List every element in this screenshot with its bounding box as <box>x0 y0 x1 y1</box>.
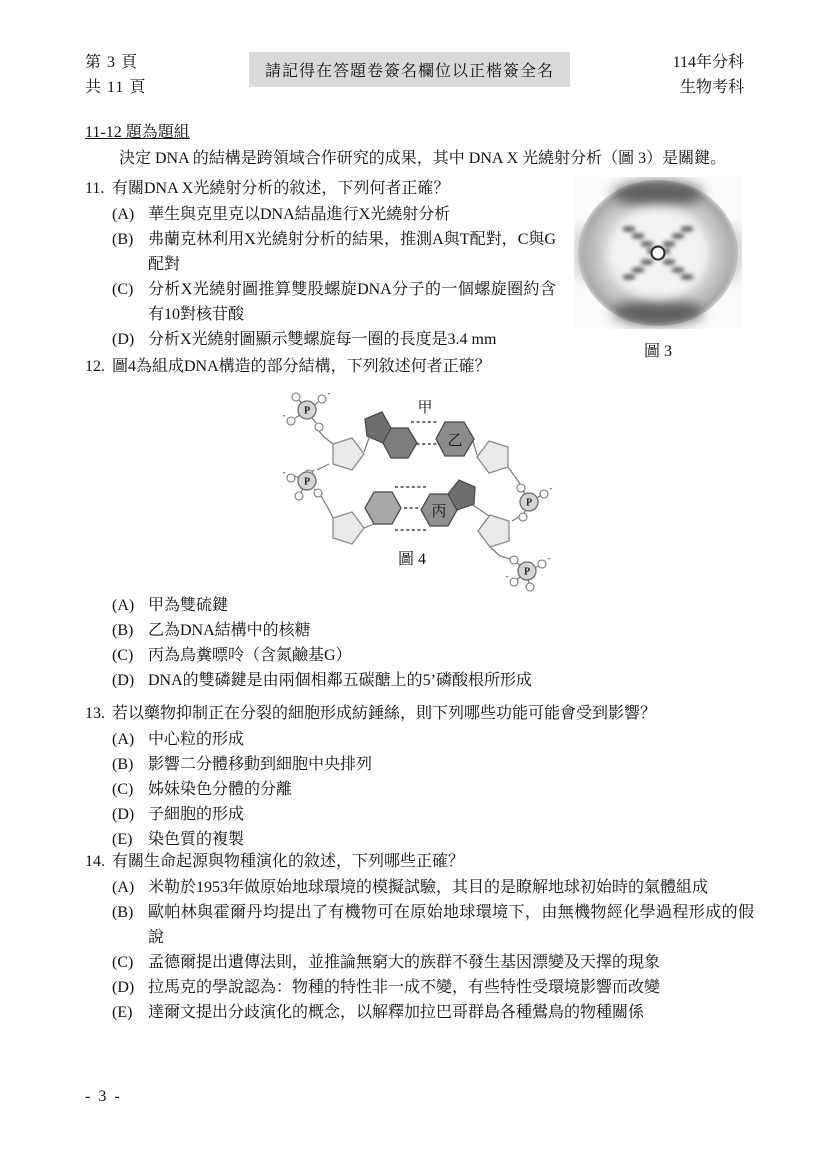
minus-charge: - <box>549 483 553 493</box>
question-11 <box>85 176 585 352</box>
question-11-number: 11. <box>85 180 105 197</box>
exam-title-block <box>673 50 744 100</box>
option-text: 子細胞的形成 <box>148 806 245 823</box>
figure-3-caption: 圖 3 <box>643 343 672 360</box>
option-label: (A) <box>112 879 135 896</box>
question-12-option-d <box>112 668 532 693</box>
figure-4-caption: 圖 4 <box>397 551 426 568</box>
exam-year: 114年分科 <box>672 54 744 71</box>
option-label: (B) <box>112 756 134 773</box>
option-text: 乙為DNA結構中的核糖 <box>148 622 311 639</box>
question-13-option-d <box>112 802 745 827</box>
option-label: (A) <box>112 206 135 223</box>
option-label: (C) <box>112 281 134 298</box>
question-13 <box>85 701 745 852</box>
option-label: (D) <box>112 806 135 823</box>
sugar-bottom-right <box>478 515 509 547</box>
option-label: (C) <box>112 954 134 971</box>
option-text: 分析X光繞射圖推算雙股螺旋DNA分子的一個螺旋圈約含有10對核苷酸 <box>148 281 556 323</box>
option-text: 甲為雙硫鍵 <box>148 597 229 614</box>
question-13-option-b <box>112 752 745 777</box>
option-label: (C) <box>112 781 134 798</box>
question-12-number: 12. <box>85 358 105 375</box>
question-13-option-c <box>112 777 745 802</box>
option-label: (C) <box>112 647 134 664</box>
p-label: P <box>525 497 533 509</box>
minus-charge: - <box>327 388 331 398</box>
option-text: 影響二分體移動到細胞中央排列 <box>148 756 373 773</box>
question-14-stem: 有關生命起源與物種演化的敘述，下列哪些正確？ <box>112 853 465 870</box>
question-12 <box>85 354 491 379</box>
option-text: 米勒於1953年做原始地球環境的模擬試驗，其目的是瞭解地球初始時的氣體組成 <box>148 879 709 896</box>
page-number-line: 第 3 頁 <box>85 54 139 71</box>
purine-top-left-sixring <box>383 428 417 458</box>
signature-notice: 請記得在答題卷簽名欄位以正楷簽全名 <box>249 52 570 87</box>
option-text: 丙為鳥糞嘌呤（含氮鹼基G） <box>148 647 352 664</box>
option-text: 達爾文提出分歧演化的概念，以解釋加拉巴哥群島各種鷽鳥的物種關係 <box>148 1004 645 1021</box>
p-label: P <box>303 476 311 488</box>
option-text: 孟德爾提出遺傳法則，並推論無窮大的族群不發生基因漂變及天擇的現象 <box>148 954 661 971</box>
minus-charge: - <box>282 410 286 420</box>
page-header <box>85 50 744 100</box>
p-label: P <box>523 566 531 578</box>
footer-page-number: - 3 - <box>85 1088 122 1105</box>
option-text: 染色質的複製 <box>148 831 245 848</box>
question-14-option-b <box>112 900 765 950</box>
question-12-options <box>112 593 532 693</box>
option-label: (A) <box>112 731 135 748</box>
option-label: (D) <box>112 331 135 348</box>
option-label: (A) <box>112 597 135 614</box>
option-label: (B) <box>112 622 134 639</box>
question-11-stem: 有關DNA X光繞射分析的敘述，下列何者正確？ <box>112 180 450 197</box>
option-label: (E) <box>112 831 133 848</box>
figure-3 <box>574 177 742 361</box>
option-text: 華生與克里克以DNA結晶進行X光繞射分析 <box>148 206 451 223</box>
question-12-option-b <box>112 618 532 643</box>
sugar-top-left <box>333 438 364 470</box>
minus-charge: - <box>505 571 509 581</box>
option-text: 拉馬克的學說認為：物種的特性非一成不變，有些特性受環境影響而改變 <box>148 979 661 996</box>
question-12-option-a <box>112 593 532 618</box>
option-text: 分析X光繞射圖顯示雙螺旋每一圈的長度是3.4 mm <box>148 331 497 348</box>
question-11-option-b <box>112 227 585 277</box>
question-14 <box>85 849 765 1025</box>
sugar-bottom-left <box>333 512 364 544</box>
page-count-block <box>85 50 146 100</box>
question-14-option-a <box>112 875 765 900</box>
question-14-option-d <box>112 975 765 1000</box>
sugar-top-right <box>477 441 508 473</box>
option-text: 弗蘭克林利用X光繞射分析的結果，推測A與T配對，C與G配對 <box>148 231 556 273</box>
option-label: (D) <box>112 979 135 996</box>
exam-subject: 生物考科 <box>679 79 744 96</box>
option-text: DNA的雙磷鍵是由兩個相鄰五碳醣上的5’磷酸根所形成 <box>148 672 532 689</box>
question-14-number: 14. <box>85 853 105 870</box>
minus-charge: - <box>282 467 286 477</box>
option-text: 中心粒的形成 <box>148 731 245 748</box>
option-text: 姊妹染色分體的分離 <box>148 781 293 798</box>
question-group-intro: 決定 DNA 的結構是跨領域合作研究的成果，其中 DNA X 光繞射分析（圖 3）是關鍵。 <box>119 150 727 167</box>
option-label: (E) <box>112 1004 133 1021</box>
question-14-option-c <box>112 950 765 975</box>
option-label: (B) <box>112 904 134 921</box>
option-label: (B) <box>112 231 134 248</box>
question-12-stem: 圖4為組成DNA構造的部分結構，下列敘述何者正確？ <box>112 358 491 375</box>
question-11-option-a <box>112 202 585 227</box>
figure-4 <box>262 386 584 598</box>
label-yi: 乙 <box>447 433 463 449</box>
question-11-option-d <box>112 327 585 352</box>
question-group-heading: 11-12 題為題組 <box>85 124 190 141</box>
option-text: 歐帕林與霍爾丹均提出了有機物可在原始地球環境下，由無機物經化學過程形成的假說 <box>148 904 754 946</box>
minus-charge: - <box>547 553 551 563</box>
label-bing: 丙 <box>431 504 447 520</box>
question-11-option-c <box>112 277 585 327</box>
question-13-number: 13. <box>85 705 105 722</box>
p-label: P <box>303 405 311 417</box>
label-jia: 甲 <box>417 400 433 416</box>
question-13-option-a <box>112 727 745 752</box>
question-13-stem: 若以藥物抑制正在分裂的細胞形成紡錘絲，則下列哪些功能可能會受到影響？ <box>112 705 657 722</box>
question-14-option-e <box>112 1000 765 1025</box>
xray-diffraction-photo <box>574 177 742 329</box>
question-12-option-c <box>112 643 532 668</box>
total-pages-line: 共 11 頁 <box>85 79 147 96</box>
option-label: (D) <box>112 672 135 689</box>
pyrimidine-bottom-left <box>365 492 401 524</box>
